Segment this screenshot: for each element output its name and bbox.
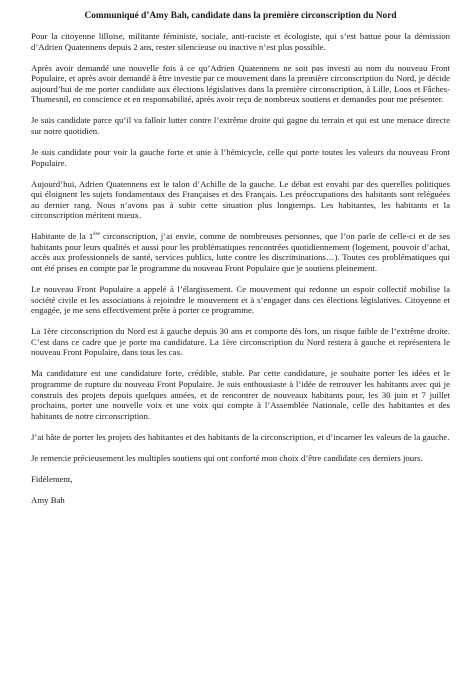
signature-name: Amy Bah <box>31 494 65 505</box>
paragraph-5: Aujourd’hui, Adrien Quatennens est le talon d’Achille de la gauche. Le débat est envahi par des querelles politiques qui éloignent les sujets fondamentaux des Françaises et des Français. Les préoccupations des habitants sont reléguées au dernier rang. Nous n’avons pas à subir cette situation plus longtemps. Les habitantes, les habitants et la circonscription méritent mieux. <box>31 178 450 221</box>
paragraph-4: Je suis candidate pour voir la gauche forte et unie à l’hémicycle, celle qui porte toutes les valeurs du nouveau Front Populaire. <box>31 146 450 168</box>
paragraph-6-start: Habitante de la 1 <box>31 231 94 242</box>
document-title: Communiqué d’Amy Bah, candidate dans la première circonscription du Nord <box>84 11 397 21</box>
ordinal-superscript: ère <box>93 231 100 238</box>
paragraph-2: Après avoir demandé une nouvelle fois à ce qu’Adrien Quatennens ne soit pas investi au nom du nouveau Front Populaire, et après avoir demandé à être investie par ce mouvement dans la première circonscription du Nord, je décide aujourd’hui de me porter candidate aux élections législatives dans la première circonscription, à Lille, Loos et Fâches-Thumesnil, en conscience et en responsabilité, après avoir reçu de nombreux soutiens et demandes pour me présenter. <box>31 62 450 105</box>
paragraph-7: Le nouveau Front Populaire a appelé à l’élargissement. Ce mouvement qui redonne un espoir collectif mobilise la société civile et les associations à rejoindre le mouvement et à s’engager dans ces élections législatives. Citoyenne et engagée, je me sens effectivement prête à porter ce programme. <box>31 284 450 316</box>
paragraph-6 <box>31 231 450 273</box>
closing-salutation: Fidèlement, <box>31 473 73 484</box>
paragraph-1: Pour la citoyenne lilloise, militante féministe, sociale, anti-raciste et écologiste, qui s’est battue pour la démission d’Adrien Quatennens depuis 2 ans, rester silencieuse ou inactive n’est plus possible. <box>31 31 450 52</box>
paragraph-9: Ma candidature est une candidature forte, crédible, stable. Par cette candidature, je souhaite porter les idées et le programme de rupture du nouveau Front Populaire. Je suis enthousiaste à l’idée de retrouver les habitants avec qui je construis des projets depuis quelques années, et de rencontrer de nouveaux habitants pour, les 30 juin et 7 juillet prochains, porter une nouvelle voix et une voix qui compte à l’Assemblée Nationale, celle des habitantes et des habitants de notre circonscription. <box>31 368 450 421</box>
paragraph-10: J’ai hâte de porter les projets des habitantes et des habitants de la circonscription, et d’incarner les valeurs de la gauche. <box>31 431 450 442</box>
paragraph-3: Je suis candidate parce qu’il va falloir lutter contre l’extrême droite qui gagne du terrain et qui est une menace directe sur notre quotidien. <box>31 115 450 136</box>
paragraph-6-rest: circonscription, j’ai envie, comme de nombreuses personnes, que l’on parle de celle-ci et de ses habitants pour leurs qualités et aussi pour les problématiques rencontrées quotidiennement (logement, pouvoir d’achat, accès aux professionnels de santé, services publics, lutte contre les discriminations…). Toutes ces problématiques qui ont été prises en compte par le programme du nouveau Front Populaire que je soutiens pleinement. <box>31 231 450 274</box>
paragraph-11: Je remercie précieusement les multiples soutiens qui ont conforté mon choix d’être candidate ces derniers jours. <box>31 452 423 463</box>
paragraph-8: La 1ère circonscription du Nord est à gauche depuis 30 ans et comporte dès lors, un risque faible de l’extrême droite. C’est dans ce cadre que je porte ma candidature. La 1ère circonscription du Nord restera à gauche et représentera le nouveau Front Populaire, dans tous les cas. <box>31 326 450 358</box>
